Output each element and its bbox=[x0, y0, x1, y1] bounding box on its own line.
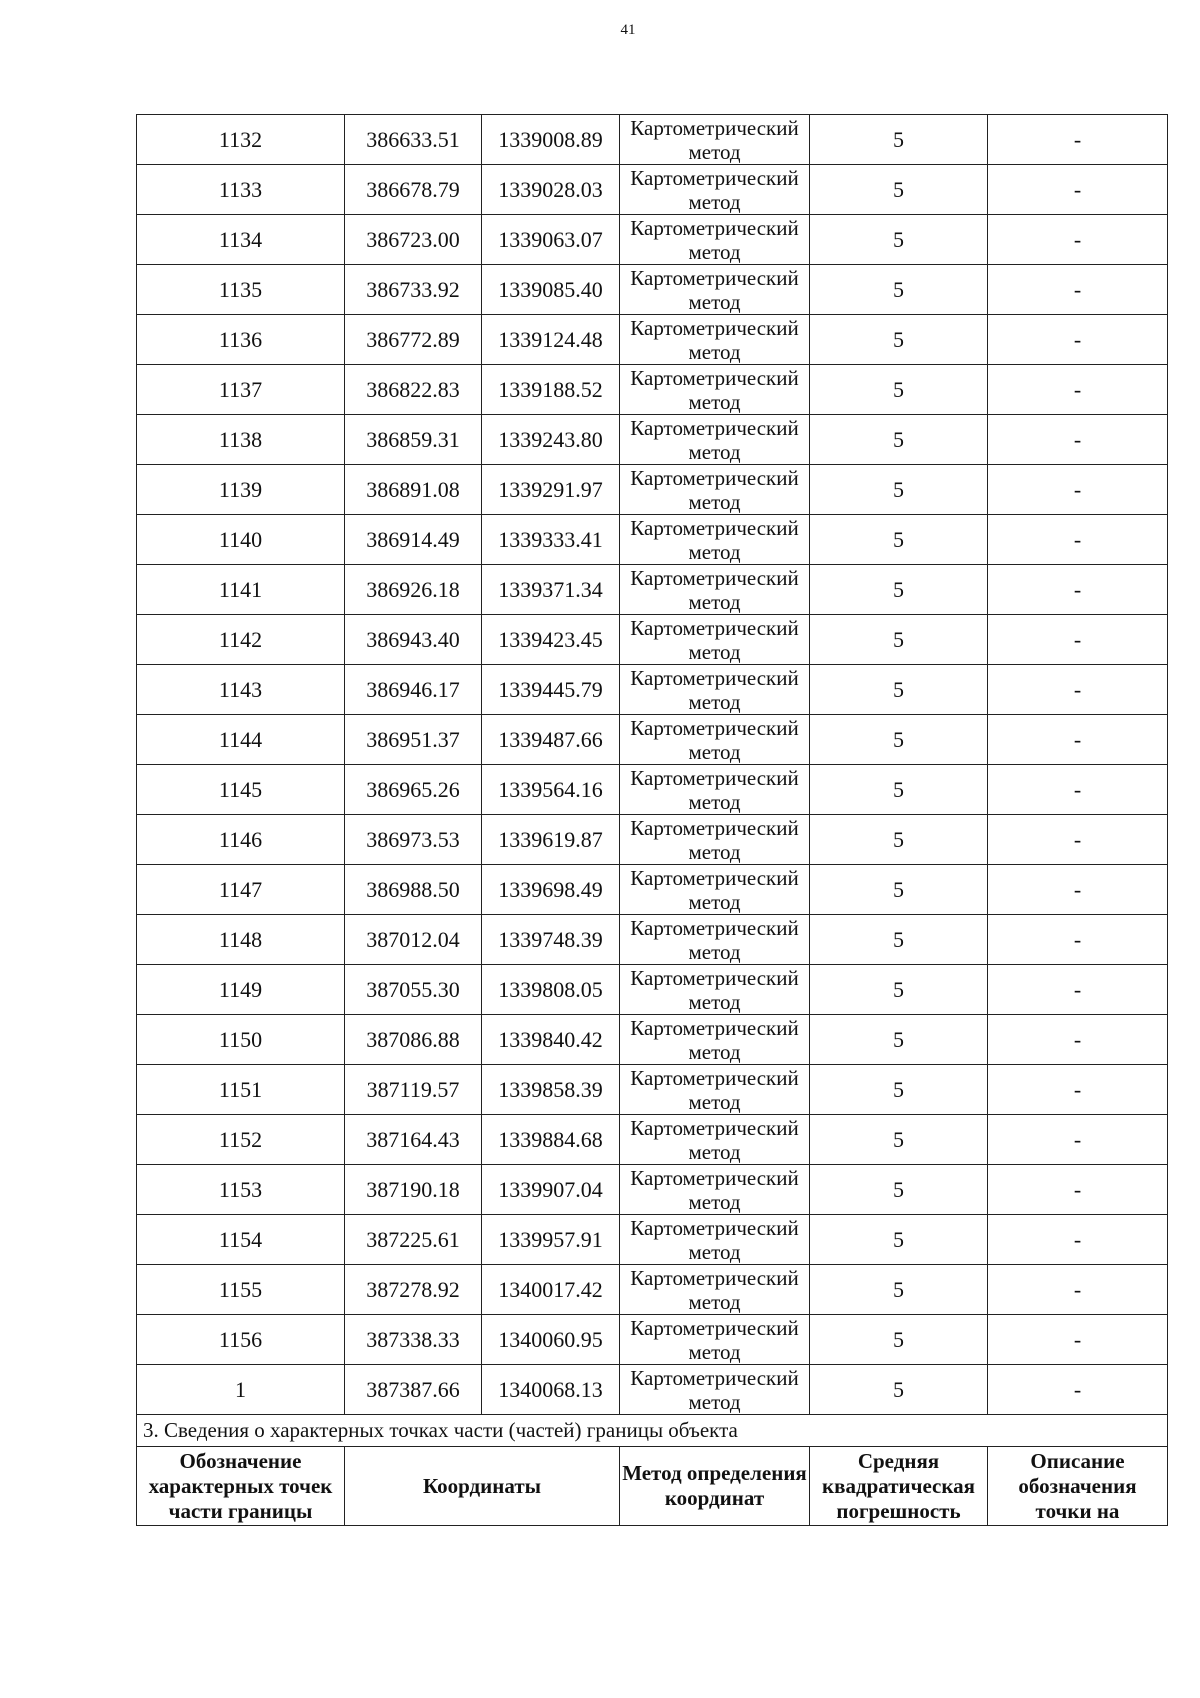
y-coordinate-cell: 1339371.34 bbox=[482, 565, 620, 615]
description-cell: - bbox=[988, 1265, 1168, 1315]
table-row bbox=[137, 1065, 1168, 1115]
method-cell: Картометрический метод bbox=[620, 1265, 810, 1315]
point-cell: 1154 bbox=[137, 1215, 345, 1265]
table-row bbox=[137, 1365, 1168, 1415]
header-coordinates: Координаты bbox=[345, 1447, 620, 1526]
table-row bbox=[137, 1165, 1168, 1215]
point-cell: 1 bbox=[137, 1365, 345, 1415]
y-coordinate-cell: 1339028.03 bbox=[482, 165, 620, 215]
point-cell: 1144 bbox=[137, 715, 345, 765]
method-cell: Картометрический метод bbox=[620, 765, 810, 815]
point-cell: 1152 bbox=[137, 1115, 345, 1165]
error-cell: 5 bbox=[810, 565, 988, 615]
method-cell: Картометрический метод bbox=[620, 915, 810, 965]
error-cell: 5 bbox=[810, 415, 988, 465]
description-cell: - bbox=[988, 365, 1168, 415]
point-cell: 1147 bbox=[137, 865, 345, 915]
error-cell: 5 bbox=[810, 665, 988, 715]
y-coordinate-cell: 1339291.97 bbox=[482, 465, 620, 515]
y-coordinate-cell: 1339907.04 bbox=[482, 1165, 620, 1215]
x-coordinate-cell: 387012.04 bbox=[345, 915, 482, 965]
description-cell: - bbox=[988, 665, 1168, 715]
table-row bbox=[137, 1315, 1168, 1365]
table-row bbox=[137, 415, 1168, 465]
y-coordinate-cell: 1339698.49 bbox=[482, 865, 620, 915]
point-cell: 1137 bbox=[137, 365, 345, 415]
method-cell: Картометрический метод bbox=[620, 465, 810, 515]
description-cell: - bbox=[988, 1215, 1168, 1265]
y-coordinate-cell: 1339008.89 bbox=[482, 115, 620, 165]
method-cell: Картометрический метод bbox=[620, 115, 810, 165]
point-cell: 1150 bbox=[137, 1015, 345, 1065]
method-cell: Картометрический метод bbox=[620, 715, 810, 765]
error-cell: 5 bbox=[810, 1365, 988, 1415]
method-cell: Картометрический метод bbox=[620, 1215, 810, 1265]
table-row bbox=[137, 1015, 1168, 1065]
method-cell: Картометрический метод bbox=[620, 615, 810, 665]
x-coordinate-cell: 387164.43 bbox=[345, 1115, 482, 1165]
point-cell: 1143 bbox=[137, 665, 345, 715]
table-row bbox=[137, 965, 1168, 1015]
x-coordinate-cell: 386822.83 bbox=[345, 365, 482, 415]
table-body bbox=[137, 115, 1168, 1415]
point-cell: 1132 bbox=[137, 115, 345, 165]
y-coordinate-cell: 1339840.42 bbox=[482, 1015, 620, 1065]
table-row bbox=[137, 865, 1168, 915]
point-cell: 1146 bbox=[137, 815, 345, 865]
table-row bbox=[137, 765, 1168, 815]
x-coordinate-cell: 386633.51 bbox=[345, 115, 482, 165]
y-coordinate-cell: 1339333.41 bbox=[482, 515, 620, 565]
table-row bbox=[137, 815, 1168, 865]
x-coordinate-cell: 386988.50 bbox=[345, 865, 482, 915]
point-cell: 1142 bbox=[137, 615, 345, 665]
table-row bbox=[137, 1265, 1168, 1315]
description-cell: - bbox=[988, 215, 1168, 265]
point-cell: 1141 bbox=[137, 565, 345, 615]
y-coordinate-cell: 1339243.80 bbox=[482, 415, 620, 465]
table-row bbox=[137, 1115, 1168, 1165]
y-coordinate-cell: 1339808.05 bbox=[482, 965, 620, 1015]
x-coordinate-cell: 387225.61 bbox=[345, 1215, 482, 1265]
error-cell: 5 bbox=[810, 715, 988, 765]
error-cell: 5 bbox=[810, 365, 988, 415]
description-cell: - bbox=[988, 915, 1168, 965]
page-number: 41 bbox=[620, 22, 636, 38]
table-row bbox=[137, 215, 1168, 265]
point-cell: 1153 bbox=[137, 1165, 345, 1215]
point-cell: 1138 bbox=[137, 415, 345, 465]
x-coordinate-cell: 387387.66 bbox=[345, 1365, 482, 1415]
method-cell: Картометрический метод bbox=[620, 1315, 810, 1365]
x-coordinate-cell: 387338.33 bbox=[345, 1315, 482, 1365]
y-coordinate-cell: 1339188.52 bbox=[482, 365, 620, 415]
point-cell: 1136 bbox=[137, 315, 345, 365]
description-cell: - bbox=[988, 965, 1168, 1015]
method-cell: Картометрический метод bbox=[620, 865, 810, 915]
table-row bbox=[137, 1215, 1168, 1265]
error-cell: 5 bbox=[810, 765, 988, 815]
method-cell: Картометрический метод bbox=[620, 365, 810, 415]
method-cell: Картометрический метод bbox=[620, 1015, 810, 1065]
method-cell: Картометрический метод bbox=[620, 565, 810, 615]
x-coordinate-cell: 386951.37 bbox=[345, 715, 482, 765]
x-coordinate-cell: 387086.88 bbox=[345, 1015, 482, 1065]
description-cell: - bbox=[988, 765, 1168, 815]
boundary-points-table bbox=[136, 114, 1168, 1526]
x-coordinate-cell: 386733.92 bbox=[345, 265, 482, 315]
error-cell: 5 bbox=[810, 1015, 988, 1065]
error-cell: 5 bbox=[810, 1115, 988, 1165]
error-cell: 5 bbox=[810, 1265, 988, 1315]
table-row bbox=[137, 515, 1168, 565]
x-coordinate-cell: 387190.18 bbox=[345, 1165, 482, 1215]
section-title: 3. Сведения о характерных точках части (частей) границы объекта bbox=[137, 1415, 1168, 1447]
y-coordinate-cell: 1339619.87 bbox=[482, 815, 620, 865]
header-description: Описание обозначения точки на bbox=[988, 1447, 1168, 1526]
point-cell: 1155 bbox=[137, 1265, 345, 1315]
x-coordinate-cell: 386943.40 bbox=[345, 615, 482, 665]
x-coordinate-cell: 386926.18 bbox=[345, 565, 482, 615]
x-coordinate-cell: 386859.31 bbox=[345, 415, 482, 465]
table-row bbox=[137, 465, 1168, 515]
error-cell: 5 bbox=[810, 465, 988, 515]
method-cell: Картометрический метод bbox=[620, 415, 810, 465]
y-coordinate-cell: 1339085.40 bbox=[482, 265, 620, 315]
header-method: Метод определения координат bbox=[620, 1447, 810, 1526]
description-cell: - bbox=[988, 415, 1168, 465]
description-cell: - bbox=[988, 165, 1168, 215]
method-cell: Картометрический метод bbox=[620, 1165, 810, 1215]
description-cell: - bbox=[988, 615, 1168, 665]
x-coordinate-cell: 387055.30 bbox=[345, 965, 482, 1015]
error-cell: 5 bbox=[810, 1065, 988, 1115]
description-cell: - bbox=[988, 1065, 1168, 1115]
method-cell: Картометрический метод bbox=[620, 1065, 810, 1115]
point-cell: 1145 bbox=[137, 765, 345, 815]
point-cell: 1134 bbox=[137, 215, 345, 265]
x-coordinate-cell: 386973.53 bbox=[345, 815, 482, 865]
method-cell: Картометрический метод bbox=[620, 315, 810, 365]
method-cell: Картометрический метод bbox=[620, 215, 810, 265]
y-coordinate-cell: 1339445.79 bbox=[482, 665, 620, 715]
y-coordinate-cell: 1339957.91 bbox=[482, 1215, 620, 1265]
table-row bbox=[137, 365, 1168, 415]
description-cell: - bbox=[988, 1115, 1168, 1165]
table-row bbox=[137, 665, 1168, 715]
description-cell: - bbox=[988, 815, 1168, 865]
description-cell: - bbox=[988, 1015, 1168, 1065]
error-cell: 5 bbox=[810, 1165, 988, 1215]
error-cell: 5 bbox=[810, 865, 988, 915]
header-error: Средняя квадратическая погрешность bbox=[810, 1447, 988, 1526]
method-cell: Картометрический метод bbox=[620, 965, 810, 1015]
table-row bbox=[137, 115, 1168, 165]
header-point: Обозначение характерных точек части границы bbox=[137, 1447, 345, 1526]
table-row bbox=[137, 315, 1168, 365]
error-cell: 5 bbox=[810, 965, 988, 1015]
y-coordinate-cell: 1339748.39 bbox=[482, 915, 620, 965]
description-cell: - bbox=[988, 265, 1168, 315]
method-cell: Картометрический метод bbox=[620, 1365, 810, 1415]
x-coordinate-cell: 386772.89 bbox=[345, 315, 482, 365]
table-row bbox=[137, 265, 1168, 315]
point-cell: 1135 bbox=[137, 265, 345, 315]
x-coordinate-cell: 386965.26 bbox=[345, 765, 482, 815]
point-cell: 1156 bbox=[137, 1315, 345, 1365]
point-cell: 1139 bbox=[137, 465, 345, 515]
method-cell: Картометрический метод bbox=[620, 165, 810, 215]
description-cell: - bbox=[988, 1365, 1168, 1415]
error-cell: 5 bbox=[810, 115, 988, 165]
y-coordinate-cell: 1339884.68 bbox=[482, 1115, 620, 1165]
y-coordinate-cell: 1339423.45 bbox=[482, 615, 620, 665]
y-coordinate-cell: 1339487.66 bbox=[482, 715, 620, 765]
method-cell: Картометрический метод bbox=[620, 815, 810, 865]
point-cell: 1149 bbox=[137, 965, 345, 1015]
error-cell: 5 bbox=[810, 515, 988, 565]
description-cell: - bbox=[988, 515, 1168, 565]
x-coordinate-cell: 387278.92 bbox=[345, 1265, 482, 1315]
x-coordinate-cell: 386891.08 bbox=[345, 465, 482, 515]
method-cell: Картометрический метод bbox=[620, 665, 810, 715]
error-cell: 5 bbox=[810, 265, 988, 315]
y-coordinate-cell: 1340017.42 bbox=[482, 1265, 620, 1315]
y-coordinate-cell: 1340060.95 bbox=[482, 1315, 620, 1365]
error-cell: 5 bbox=[810, 815, 988, 865]
x-coordinate-cell: 387119.57 bbox=[345, 1065, 482, 1115]
y-coordinate-cell: 1339858.39 bbox=[482, 1065, 620, 1115]
header-row bbox=[137, 1447, 1168, 1526]
description-cell: - bbox=[988, 565, 1168, 615]
point-cell: 1140 bbox=[137, 515, 345, 565]
y-coordinate-cell: 1340068.13 bbox=[482, 1365, 620, 1415]
method-cell: Картометрический метод bbox=[620, 265, 810, 315]
x-coordinate-cell: 386678.79 bbox=[345, 165, 482, 215]
point-cell: 1148 bbox=[137, 915, 345, 965]
error-cell: 5 bbox=[810, 315, 988, 365]
error-cell: 5 bbox=[810, 165, 988, 215]
error-cell: 5 bbox=[810, 1215, 988, 1265]
description-cell: - bbox=[988, 465, 1168, 515]
table-row bbox=[137, 715, 1168, 765]
error-cell: 5 bbox=[810, 915, 988, 965]
description-cell: - bbox=[988, 115, 1168, 165]
method-cell: Картометрический метод bbox=[620, 1115, 810, 1165]
description-cell: - bbox=[988, 315, 1168, 365]
description-cell: - bbox=[988, 1315, 1168, 1365]
table-row bbox=[137, 165, 1168, 215]
point-cell: 1151 bbox=[137, 1065, 345, 1115]
x-coordinate-cell: 386946.17 bbox=[345, 665, 482, 715]
y-coordinate-cell: 1339124.48 bbox=[482, 315, 620, 365]
x-coordinate-cell: 386914.49 bbox=[345, 515, 482, 565]
description-cell: - bbox=[988, 1165, 1168, 1215]
point-cell: 1133 bbox=[137, 165, 345, 215]
table-row bbox=[137, 615, 1168, 665]
section-row bbox=[137, 1415, 1168, 1447]
table-row bbox=[137, 565, 1168, 615]
description-cell: - bbox=[988, 865, 1168, 915]
x-coordinate-cell: 386723.00 bbox=[345, 215, 482, 265]
y-coordinate-cell: 1339063.07 bbox=[482, 215, 620, 265]
error-cell: 5 bbox=[810, 215, 988, 265]
error-cell: 5 bbox=[810, 1315, 988, 1365]
error-cell: 5 bbox=[810, 615, 988, 665]
table-row bbox=[137, 915, 1168, 965]
description-cell: - bbox=[988, 715, 1168, 765]
method-cell: Картометрический метод bbox=[620, 515, 810, 565]
y-coordinate-cell: 1339564.16 bbox=[482, 765, 620, 815]
